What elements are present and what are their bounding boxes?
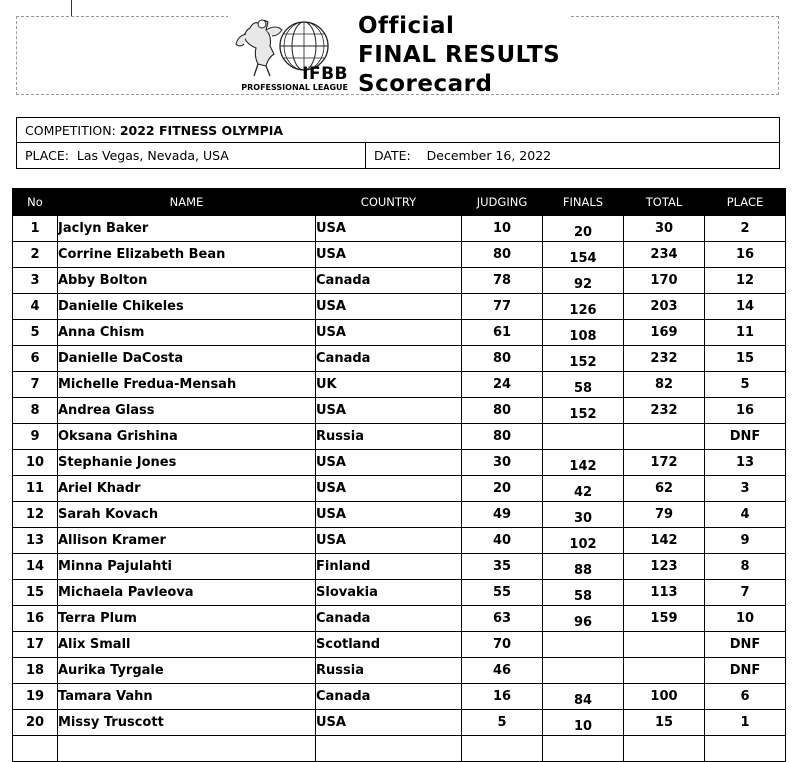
scorecard-title: [358, 12, 560, 99]
cell-total: 62: [624, 476, 705, 502]
finals-value: 152: [569, 407, 597, 422]
competition-info-box: [16, 117, 780, 169]
cell-no: 16: [13, 606, 58, 632]
cell-finals: [543, 424, 624, 450]
cell-country: USA: [316, 476, 462, 502]
cell-total: 234: [624, 242, 705, 268]
cell-name: Corrine Elizabeth Bean: [58, 242, 316, 268]
cell-judging: 5: [462, 710, 543, 736]
column-header-finals: FINALS: [543, 188, 624, 216]
table-row: [13, 502, 786, 528]
cell-place: 8: [705, 554, 786, 580]
column-header-no: No: [13, 188, 58, 216]
cell-place: 6: [705, 684, 786, 710]
cell-place-empty: [705, 736, 786, 762]
column-header-judging: JUDGING: [462, 188, 543, 216]
cell-place: 5: [705, 372, 786, 398]
cell-total: 30: [624, 216, 705, 242]
finals-value: 10: [573, 719, 593, 734]
cell-no: 12: [13, 502, 58, 528]
cell-country: USA: [316, 710, 462, 736]
cell-total: 15: [624, 710, 705, 736]
cell-judging: 80: [462, 346, 543, 372]
table-row: [13, 710, 786, 736]
cell-no: 4: [13, 294, 58, 320]
cell-name: Andrea Glass: [58, 398, 316, 424]
cell-finals: [543, 320, 624, 346]
cell-country: Slovakia: [316, 580, 462, 606]
cell-country: Scotland: [316, 632, 462, 658]
logo-ifbb-text: IFBB: [302, 64, 348, 84]
header-row: [13, 188, 786, 216]
results-table-body: [13, 216, 786, 762]
cell-country: Russia: [316, 658, 462, 684]
cell-place: 9: [705, 528, 786, 554]
cell-country: USA: [316, 528, 462, 554]
cell-total-empty: [624, 736, 705, 762]
cell-no: 10: [13, 450, 58, 476]
place-value: Las Vegas, Nevada, USA: [76, 148, 229, 163]
date-cell: [366, 143, 551, 168]
cell-finals: [543, 554, 624, 580]
cell-finals: [543, 346, 624, 372]
cell-judging: 70: [462, 632, 543, 658]
finals-value: 152: [569, 355, 597, 370]
cell-place: 1: [705, 710, 786, 736]
cell-no: 15: [13, 580, 58, 606]
finals-value: 88: [573, 563, 593, 578]
cell-no: 13: [13, 528, 58, 554]
table-row: [13, 684, 786, 710]
cell-finals: [543, 710, 624, 736]
cell-no: 8: [13, 398, 58, 424]
cell-name: Missy Truscott: [58, 710, 316, 736]
competition-cell: [17, 118, 283, 143]
finals-value: 102: [569, 537, 597, 552]
table-row: [13, 398, 786, 424]
cell-finals: [543, 242, 624, 268]
cell-judging: 46: [462, 658, 543, 684]
cell-name: Minna Pajulahti: [58, 554, 316, 580]
finals-value: 30: [573, 511, 593, 526]
column-header-total: TOTAL: [624, 188, 705, 216]
cell-place: DNF: [705, 658, 786, 684]
finals-value: 142: [569, 459, 597, 474]
cell-name: Terra Plum: [58, 606, 316, 632]
cell-finals: [543, 606, 624, 632]
cell-country: UK: [316, 372, 462, 398]
cell-place: 14: [705, 294, 786, 320]
cell-judging: 55: [462, 580, 543, 606]
table-row: [13, 268, 786, 294]
cell-place: 15: [705, 346, 786, 372]
cell-no: 20: [13, 710, 58, 736]
cell-name: Danielle DaCosta: [58, 346, 316, 372]
place-cell: [17, 143, 229, 168]
cell-total: 79: [624, 502, 705, 528]
cell-place: 10: [705, 606, 786, 632]
cell-total: 123: [624, 554, 705, 580]
cell-country: USA: [316, 242, 462, 268]
cell-total: 142: [624, 528, 705, 554]
cell-finals: [543, 658, 624, 684]
cell-country: Canada: [316, 684, 462, 710]
cell-name: Tamara Vahn: [58, 684, 316, 710]
place-date-row: [17, 143, 779, 168]
competition-row: [17, 118, 779, 143]
cell-total: 172: [624, 450, 705, 476]
cell-no: 14: [13, 554, 58, 580]
date-label: DATE:: [374, 148, 411, 163]
column-header-name: NAME: [58, 188, 316, 216]
cell-name: Michelle Fredua-Mensah: [58, 372, 316, 398]
table-row: [13, 554, 786, 580]
title-line-scorecard: Scorecard: [358, 71, 493, 97]
cell-country: USA: [316, 502, 462, 528]
cell-place: 12: [705, 268, 786, 294]
cell-finals: [543, 580, 624, 606]
cell-finals: [543, 294, 624, 320]
cell-place: 11: [705, 320, 786, 346]
cell-judging: 80: [462, 242, 543, 268]
cell-place: 4: [705, 502, 786, 528]
finals-value: 92: [573, 277, 593, 292]
cell-no: 18: [13, 658, 58, 684]
finals-value: 154: [569, 251, 597, 266]
cell-finals: [543, 476, 624, 502]
cell-total: 232: [624, 398, 705, 424]
cell-finals: [543, 632, 624, 658]
finals-value: 126: [569, 303, 597, 318]
table-row: [13, 320, 786, 346]
cell-name: Sarah Kovach: [58, 502, 316, 528]
competition-value: 2022 FITNESS OLYMPIA: [119, 123, 284, 138]
cell-name: Stephanie Jones: [58, 450, 316, 476]
cell-place: 13: [705, 450, 786, 476]
cell-total: [624, 658, 705, 684]
cell-name-empty: [58, 736, 316, 762]
cell-country: USA: [316, 294, 462, 320]
finals-value: 20: [573, 225, 593, 240]
cell-country: Canada: [316, 606, 462, 632]
cell-no: 3: [13, 268, 58, 294]
cell-judging: 35: [462, 554, 543, 580]
cell-finals: [543, 502, 624, 528]
column-header-country: COUNTRY: [316, 188, 462, 216]
cell-no: 19: [13, 684, 58, 710]
finals-value: 42: [573, 485, 593, 500]
cell-country: USA: [316, 450, 462, 476]
cell-finals-empty: [543, 736, 624, 762]
cell-no: 17: [13, 632, 58, 658]
cell-place: 3: [705, 476, 786, 502]
cell-country: Finland: [316, 554, 462, 580]
cell-place: DNF: [705, 424, 786, 450]
cell-judging: 80: [462, 398, 543, 424]
cell-total: [624, 632, 705, 658]
cell-judging: 61: [462, 320, 543, 346]
cell-finals: [543, 398, 624, 424]
cell-judging: 63: [462, 606, 543, 632]
cell-judging: 20: [462, 476, 543, 502]
cell-finals: [543, 450, 624, 476]
cell-finals: [543, 684, 624, 710]
table-row-empty: [13, 736, 786, 762]
table-row: [13, 528, 786, 554]
finals-value: 84: [573, 693, 593, 708]
cell-country: Canada: [316, 268, 462, 294]
cell-country: Canada: [316, 346, 462, 372]
cell-country: USA: [316, 320, 462, 346]
title-line-official: Official: [358, 13, 455, 39]
cell-country-empty: [316, 736, 462, 762]
cell-name: Aurika Tyrgale: [58, 658, 316, 684]
finals-value: 108: [569, 329, 597, 344]
cell-finals: [543, 216, 624, 242]
finals-value: 58: [573, 381, 593, 396]
cell-place: DNF: [705, 632, 786, 658]
cell-country: USA: [316, 398, 462, 424]
logo-league-text: PROFESSIONAL LEAGUE: [241, 83, 348, 92]
cell-no: 7: [13, 372, 58, 398]
table-row: [13, 632, 786, 658]
table-row: [13, 606, 786, 632]
title-line-final-results: FINAL RESULTS: [358, 42, 561, 68]
cell-total: 100: [624, 684, 705, 710]
cell-judging-empty: [462, 736, 543, 762]
cell-judging: 40: [462, 528, 543, 554]
results-table: [12, 188, 786, 762]
cell-no: 11: [13, 476, 58, 502]
cell-no: 6: [13, 346, 58, 372]
finals-value: 58: [573, 589, 593, 604]
table-row: [13, 476, 786, 502]
cell-finals: [543, 268, 624, 294]
cell-name: Oksana Grishina: [58, 424, 316, 450]
cell-total: 232: [624, 346, 705, 372]
cell-name: Jaclyn Baker: [58, 216, 316, 242]
table-row: [13, 294, 786, 320]
cell-total: 82: [624, 372, 705, 398]
cell-no: 9: [13, 424, 58, 450]
top-rule: [71, 0, 72, 17]
cell-finals: [543, 528, 624, 554]
cell-total: 169: [624, 320, 705, 346]
cell-judging: 10: [462, 216, 543, 242]
cell-name: Alix Small: [58, 632, 316, 658]
table-row: [13, 216, 786, 242]
cell-finals: [543, 372, 624, 398]
cell-judging: 30: [462, 450, 543, 476]
cell-place: 2: [705, 216, 786, 242]
cell-judging: 16: [462, 684, 543, 710]
table-row: [13, 658, 786, 684]
cell-place: 16: [705, 398, 786, 424]
cell-total: 170: [624, 268, 705, 294]
cell-total: [624, 424, 705, 450]
table-row: [13, 372, 786, 398]
cell-judging: 49: [462, 502, 543, 528]
cell-judging: 80: [462, 424, 543, 450]
cell-judging: 77: [462, 294, 543, 320]
cell-name: Anna Chism: [58, 320, 316, 346]
logo-wordmark: [238, 66, 348, 92]
competition-label: COMPETITION:: [25, 123, 116, 138]
cell-no: 5: [13, 320, 58, 346]
table-row: [13, 450, 786, 476]
date-value: December 16, 2022: [426, 148, 552, 163]
cell-no: 1: [13, 216, 58, 242]
cell-total: 203: [624, 294, 705, 320]
table-row: [13, 242, 786, 268]
cell-no: 2: [13, 242, 58, 268]
cell-country: USA: [316, 216, 462, 242]
cell-name: Michaela Pavleova: [58, 580, 316, 606]
column-header-place: PLACE: [705, 188, 786, 216]
finals-value: 96: [573, 615, 593, 630]
cell-no-empty: [13, 736, 58, 762]
table-row: [13, 424, 786, 450]
cell-name: Danielle Chikeles: [58, 294, 316, 320]
cell-name: Allison Kramer: [58, 528, 316, 554]
cell-place: 7: [705, 580, 786, 606]
cell-place: 16: [705, 242, 786, 268]
cell-judging: 78: [462, 268, 543, 294]
cell-total: 113: [624, 580, 705, 606]
table-row: [13, 580, 786, 606]
cell-country: Russia: [316, 424, 462, 450]
place-label: PLACE:: [25, 148, 69, 163]
cell-judging: 24: [462, 372, 543, 398]
cell-name: Abby Bolton: [58, 268, 316, 294]
results-table-header: [13, 188, 786, 216]
cell-name: Ariel Khadr: [58, 476, 316, 502]
table-row: [13, 346, 786, 372]
cell-total: 159: [624, 606, 705, 632]
